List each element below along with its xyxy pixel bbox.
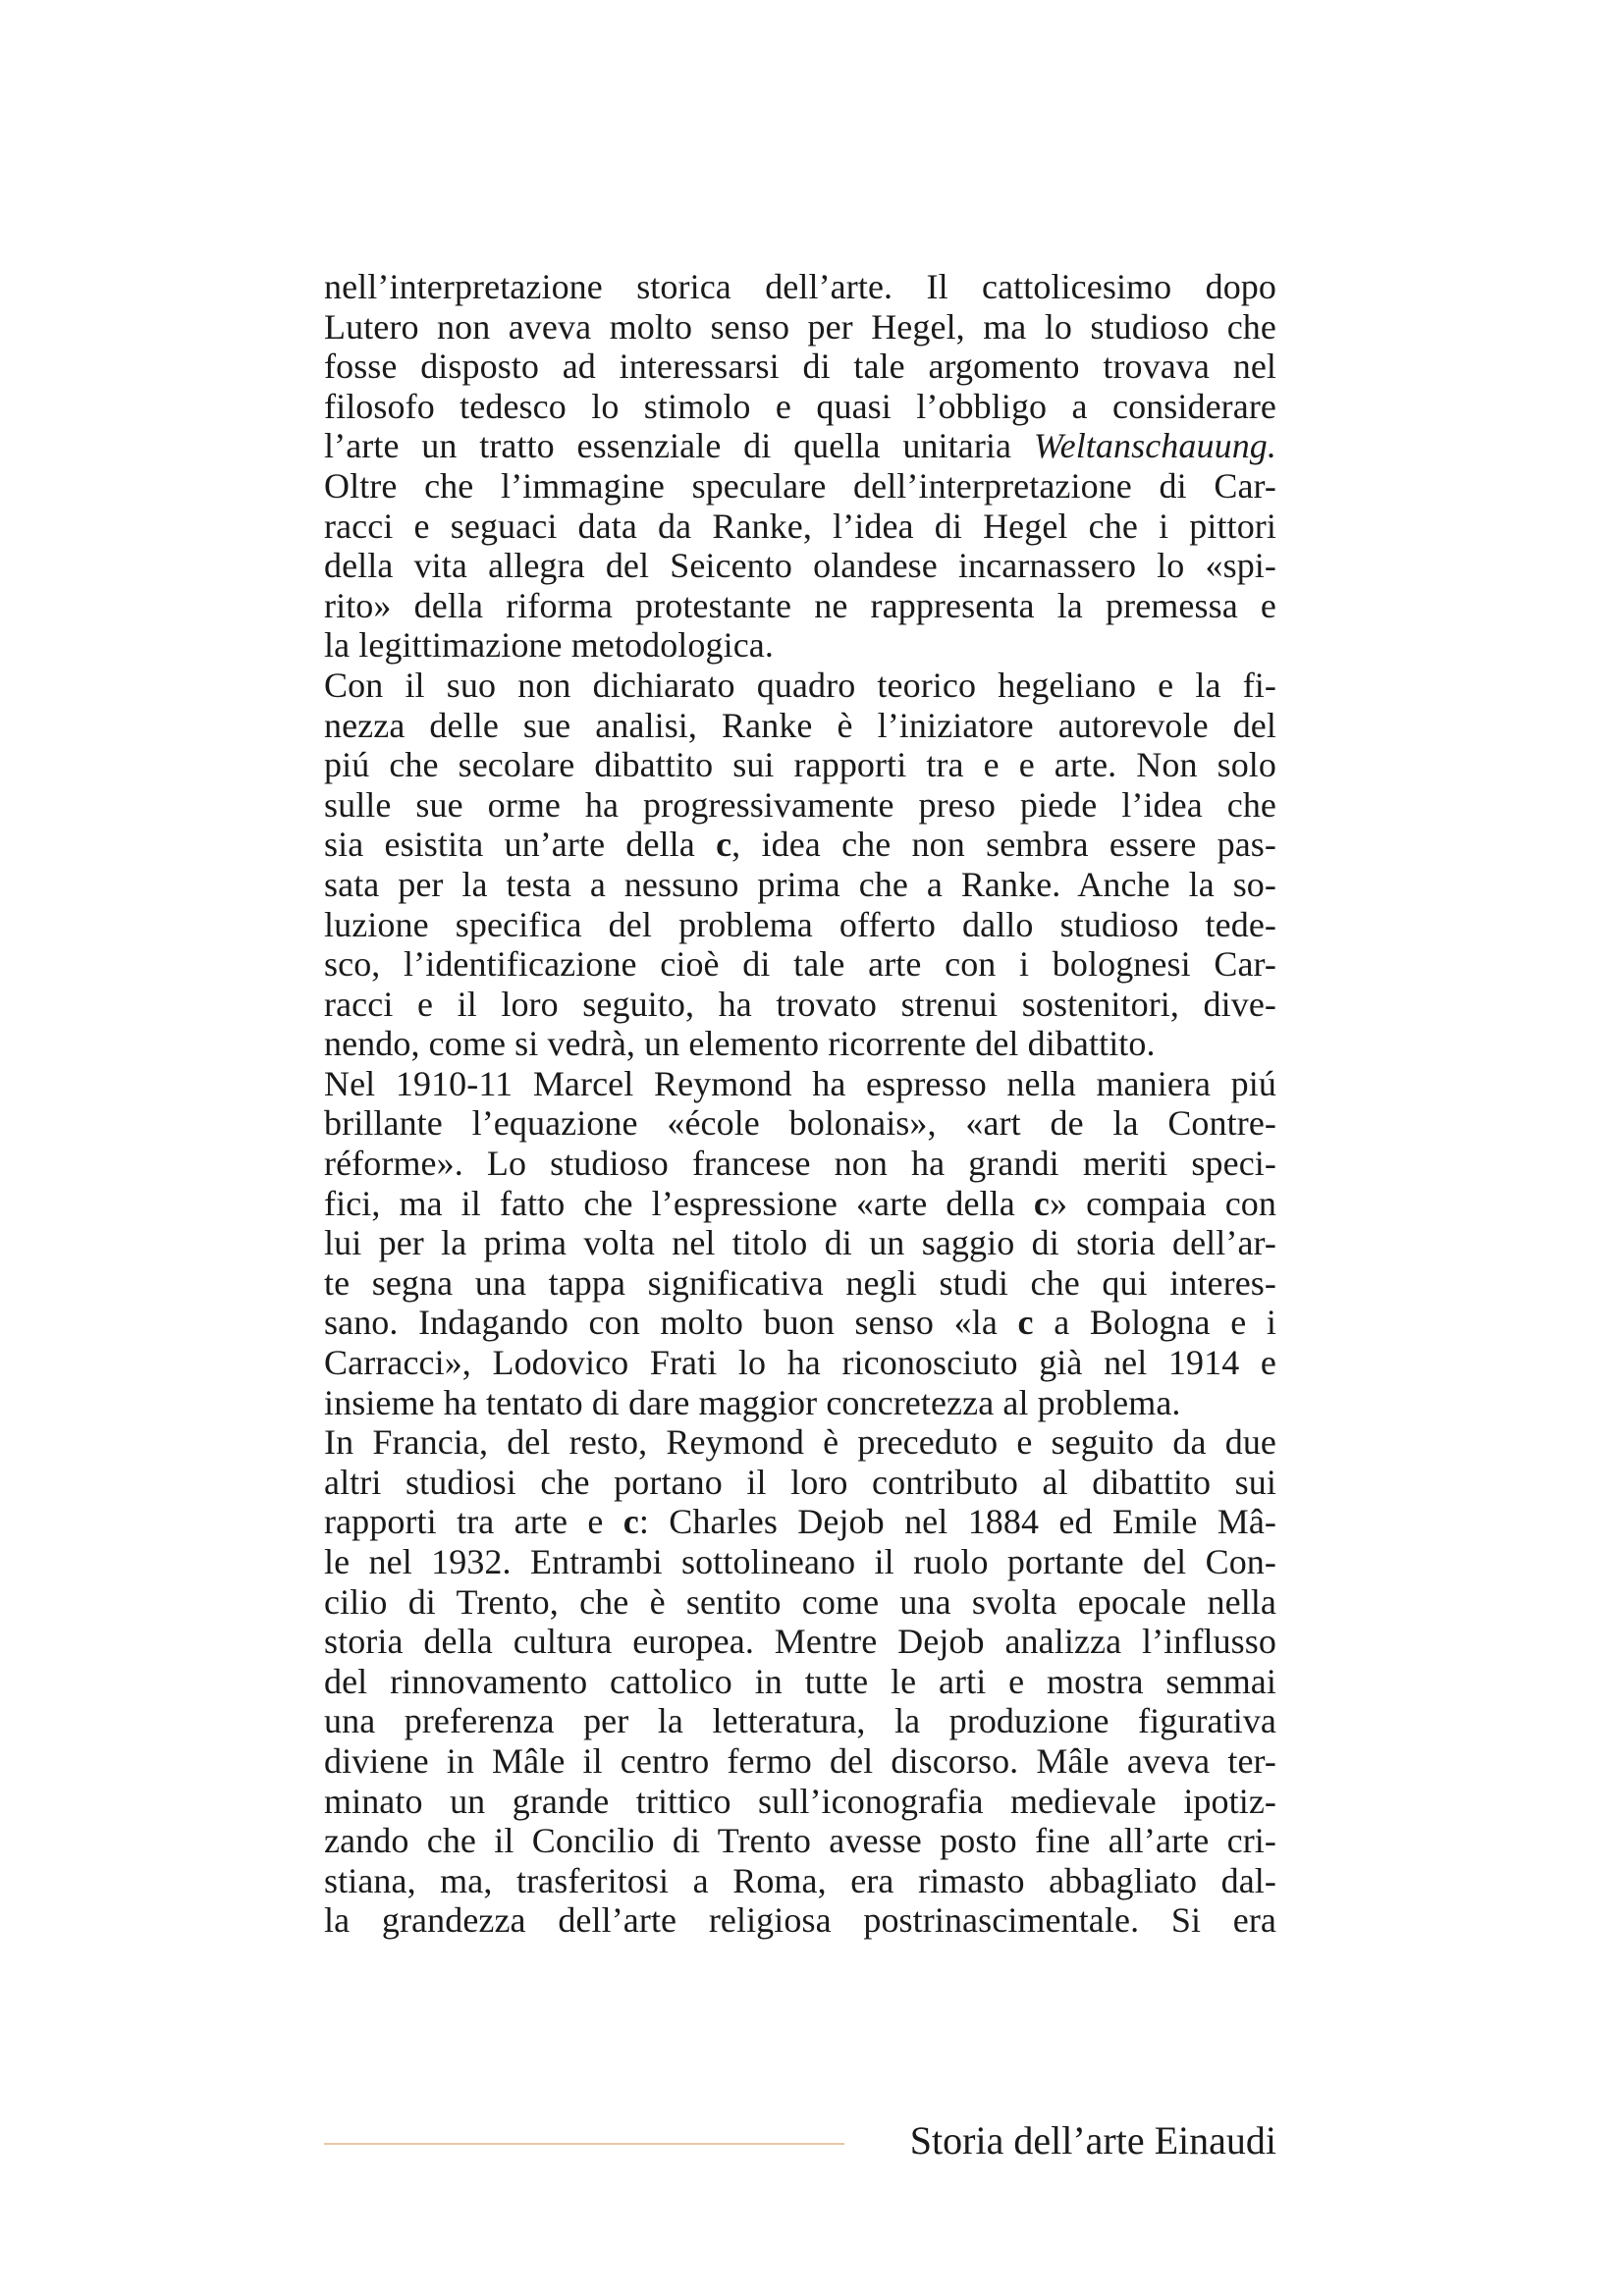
text-line: [324, 666, 1276, 706]
text-segment: In Francia, del resto, Reymond è preceduto e seguito da due: [324, 1422, 1276, 1463]
text-segment: fosse disposto ad interessarsi di tale argomento trovava nel: [324, 347, 1276, 387]
text-line: [324, 865, 1276, 905]
text-line: [324, 1422, 1276, 1463]
text-segment: cilio di Trento, che è sentito come una svolta epocale nella: [324, 1581, 1276, 1622]
text-segment: » compaia con: [1049, 1183, 1276, 1223]
text-segment: Con il suo non dichiarato quadro teorico hegeliano e la fi-: [324, 665, 1276, 705]
text-segment: una preferenza per la letteratura, la produzione figurativa: [324, 1701, 1276, 1741]
text-segment: c: [622, 1502, 639, 1542]
text-segment: a Bologna e i: [1033, 1303, 1276, 1343]
text-line: [324, 1223, 1276, 1263]
text-line: [324, 1064, 1276, 1104]
text-segment: Weltanschauung.: [1033, 426, 1276, 466]
text-line: [324, 347, 1276, 387]
text-segment: c: [1017, 1303, 1034, 1343]
text-line: [324, 825, 1276, 865]
text-line: [324, 1303, 1276, 1343]
text-segment: rito» della riforma protestante ne rappresenta la premessa e: [324, 585, 1276, 625]
text-segment: : Charles Dejob nel 1884 ed Emile Mâ-: [638, 1502, 1276, 1542]
text-line: [324, 706, 1276, 746]
text-line: [324, 466, 1276, 507]
text-segment: sano. Indagando con molto buon senso «la: [324, 1303, 1018, 1343]
text-segment: racci e seguaci data da Ranke, l’idea di Hegel che i pittori: [324, 506, 1276, 546]
text-segment: sco, l’identificazione cioè di tale arte con i bolognesi Car-: [324, 944, 1276, 985]
text-line: [324, 1741, 1276, 1782]
text-line: [324, 1861, 1276, 1901]
text-line: [324, 1463, 1276, 1503]
body-text: [324, 267, 1276, 1941]
text-line: [324, 1900, 1276, 1941]
text-line: [324, 1782, 1276, 1822]
footer-rule: [324, 2143, 844, 2145]
text-segment: sulle sue orme ha progressivamente preso piede l’idea che: [324, 784, 1276, 825]
text-segment: filosofo tedesco lo stimolo e quasi l’obbligo a considerare: [324, 386, 1276, 426]
text-line: [324, 1144, 1276, 1184]
text-line: [324, 307, 1276, 347]
text-segment: del rinnovamento cattolico in tutte le arti e mostra semmai: [324, 1661, 1276, 1701]
text-line: [324, 1542, 1276, 1582]
text-segment: storia della cultura europea. Mentre Dejob analizza l’influsso: [324, 1622, 1276, 1662]
text-line: [324, 1701, 1276, 1741]
text-segment: c: [716, 825, 732, 865]
text-segment: rapporti tra arte e: [324, 1502, 623, 1542]
text-line: [324, 745, 1276, 785]
text-segment: Lutero non aveva molto senso per Hegel, ma lo studioso che: [324, 306, 1276, 347]
text-line: [324, 1622, 1276, 1662]
text-line: [324, 1184, 1276, 1224]
text-segment: Carracci», Lodovico Frati lo ha riconosciuto già nel 1914 e: [324, 1343, 1276, 1383]
text-segment: te segna una tappa significativa negli studi che qui interes-: [324, 1262, 1276, 1303]
text-segment: Oltre che l’immagine speculare dell’interpretazione di Car-: [324, 465, 1276, 506]
text-line: [324, 1103, 1276, 1144]
text-line: [324, 944, 1276, 985]
text-segment: sia esistita un’arte della: [324, 825, 717, 865]
text-segment: c: [1033, 1183, 1050, 1223]
text-line: [324, 1263, 1276, 1304]
text-line: [324, 1024, 1276, 1064]
footer-publisher-text: Storia dell’arte Einaudi: [909, 2118, 1276, 2163]
text-line: [324, 426, 1276, 466]
text-line: [324, 785, 1276, 826]
text-segment: nezza delle sue analisi, Ranke è l’iniziatore autorevole del: [324, 705, 1276, 745]
text-line: [324, 387, 1276, 427]
text-segment: , idea che non sembra essere pas-: [731, 825, 1277, 865]
text-segment: nell’interpretazione storica dell’arte. Il cattolicesimo dopo: [324, 267, 1276, 306]
text-line: [324, 1502, 1276, 1542]
text-segment: l’arte un tratto essenziale di quella unitaria: [324, 426, 1034, 466]
text-segment: stiana, ma, trasferitosi a Roma, era rimasto abbagliato dal-: [324, 1860, 1276, 1900]
text-line: [324, 1582, 1276, 1623]
text-line: [324, 1383, 1276, 1423]
text-segment: nendo, come si vedrà, un elemento ricorrente del dibattito.: [324, 1024, 1156, 1064]
text-segment: della vita allegra del Seicento olandese incarnassero lo «spi-: [324, 546, 1276, 586]
text-segment: la legittimazione metodologica.: [324, 625, 774, 666]
text-segment: piú che secolare dibattito sui rapporti tra e e arte. Non solo: [324, 745, 1276, 785]
text-segment: minato un grande trittico sull’iconografia medievale ipotiz-: [324, 1781, 1276, 1821]
text-segment: sata per la testa a nessuno prima che a Ranke. Anche la so-: [324, 864, 1276, 904]
text-line: [324, 586, 1276, 626]
text-line: [324, 1821, 1276, 1861]
text-segment: le nel 1932. Entrambi sottolineano il ruolo portante del Con-: [324, 1542, 1276, 1581]
text-line: [324, 905, 1276, 945]
text-line: [324, 267, 1276, 307]
text-line: [324, 625, 1276, 666]
text-line: [324, 546, 1276, 586]
text-segment: brillante l’equazione «école bolonais», «art de la Contre-: [324, 1103, 1276, 1144]
text-segment: diviene in Mâle il centro fermo del discorso. Mâle aveva ter-: [324, 1740, 1276, 1781]
text-segment: lui per la prima volta nel titolo di un saggio di storia dell’ar-: [324, 1223, 1276, 1263]
text-segment: altri studiosi che portano il loro contributo al dibattito sui: [324, 1462, 1276, 1502]
text-line: [324, 1662, 1276, 1702]
text-line: [324, 507, 1276, 547]
text-segment: luzione specifica del problema offerto dallo studioso tede-: [324, 904, 1276, 944]
text-line: [324, 985, 1276, 1025]
text-segment: Nel 1910-11 Marcel Reymond ha espresso nella maniera piú: [324, 1063, 1276, 1103]
text-segment: fici, ma il fatto che l’espressione «arte della: [324, 1183, 1034, 1223]
text-segment: réforme». Lo studioso francese non ha grandi meriti speci-: [324, 1144, 1276, 1184]
text-line: [324, 1343, 1276, 1383]
text-segment: insieme ha tentato di dare maggior concretezza al problema.: [324, 1382, 1181, 1422]
text-segment: la grandezza dell’arte religiosa postrinascimentale. Si era: [324, 1900, 1276, 1941]
text-segment: racci e il loro seguito, ha trovato strenui sostenitori, dive-: [324, 984, 1276, 1024]
text-segment: zando che il Concilio di Trento avesse posto fine all’arte cri-: [324, 1821, 1276, 1861]
